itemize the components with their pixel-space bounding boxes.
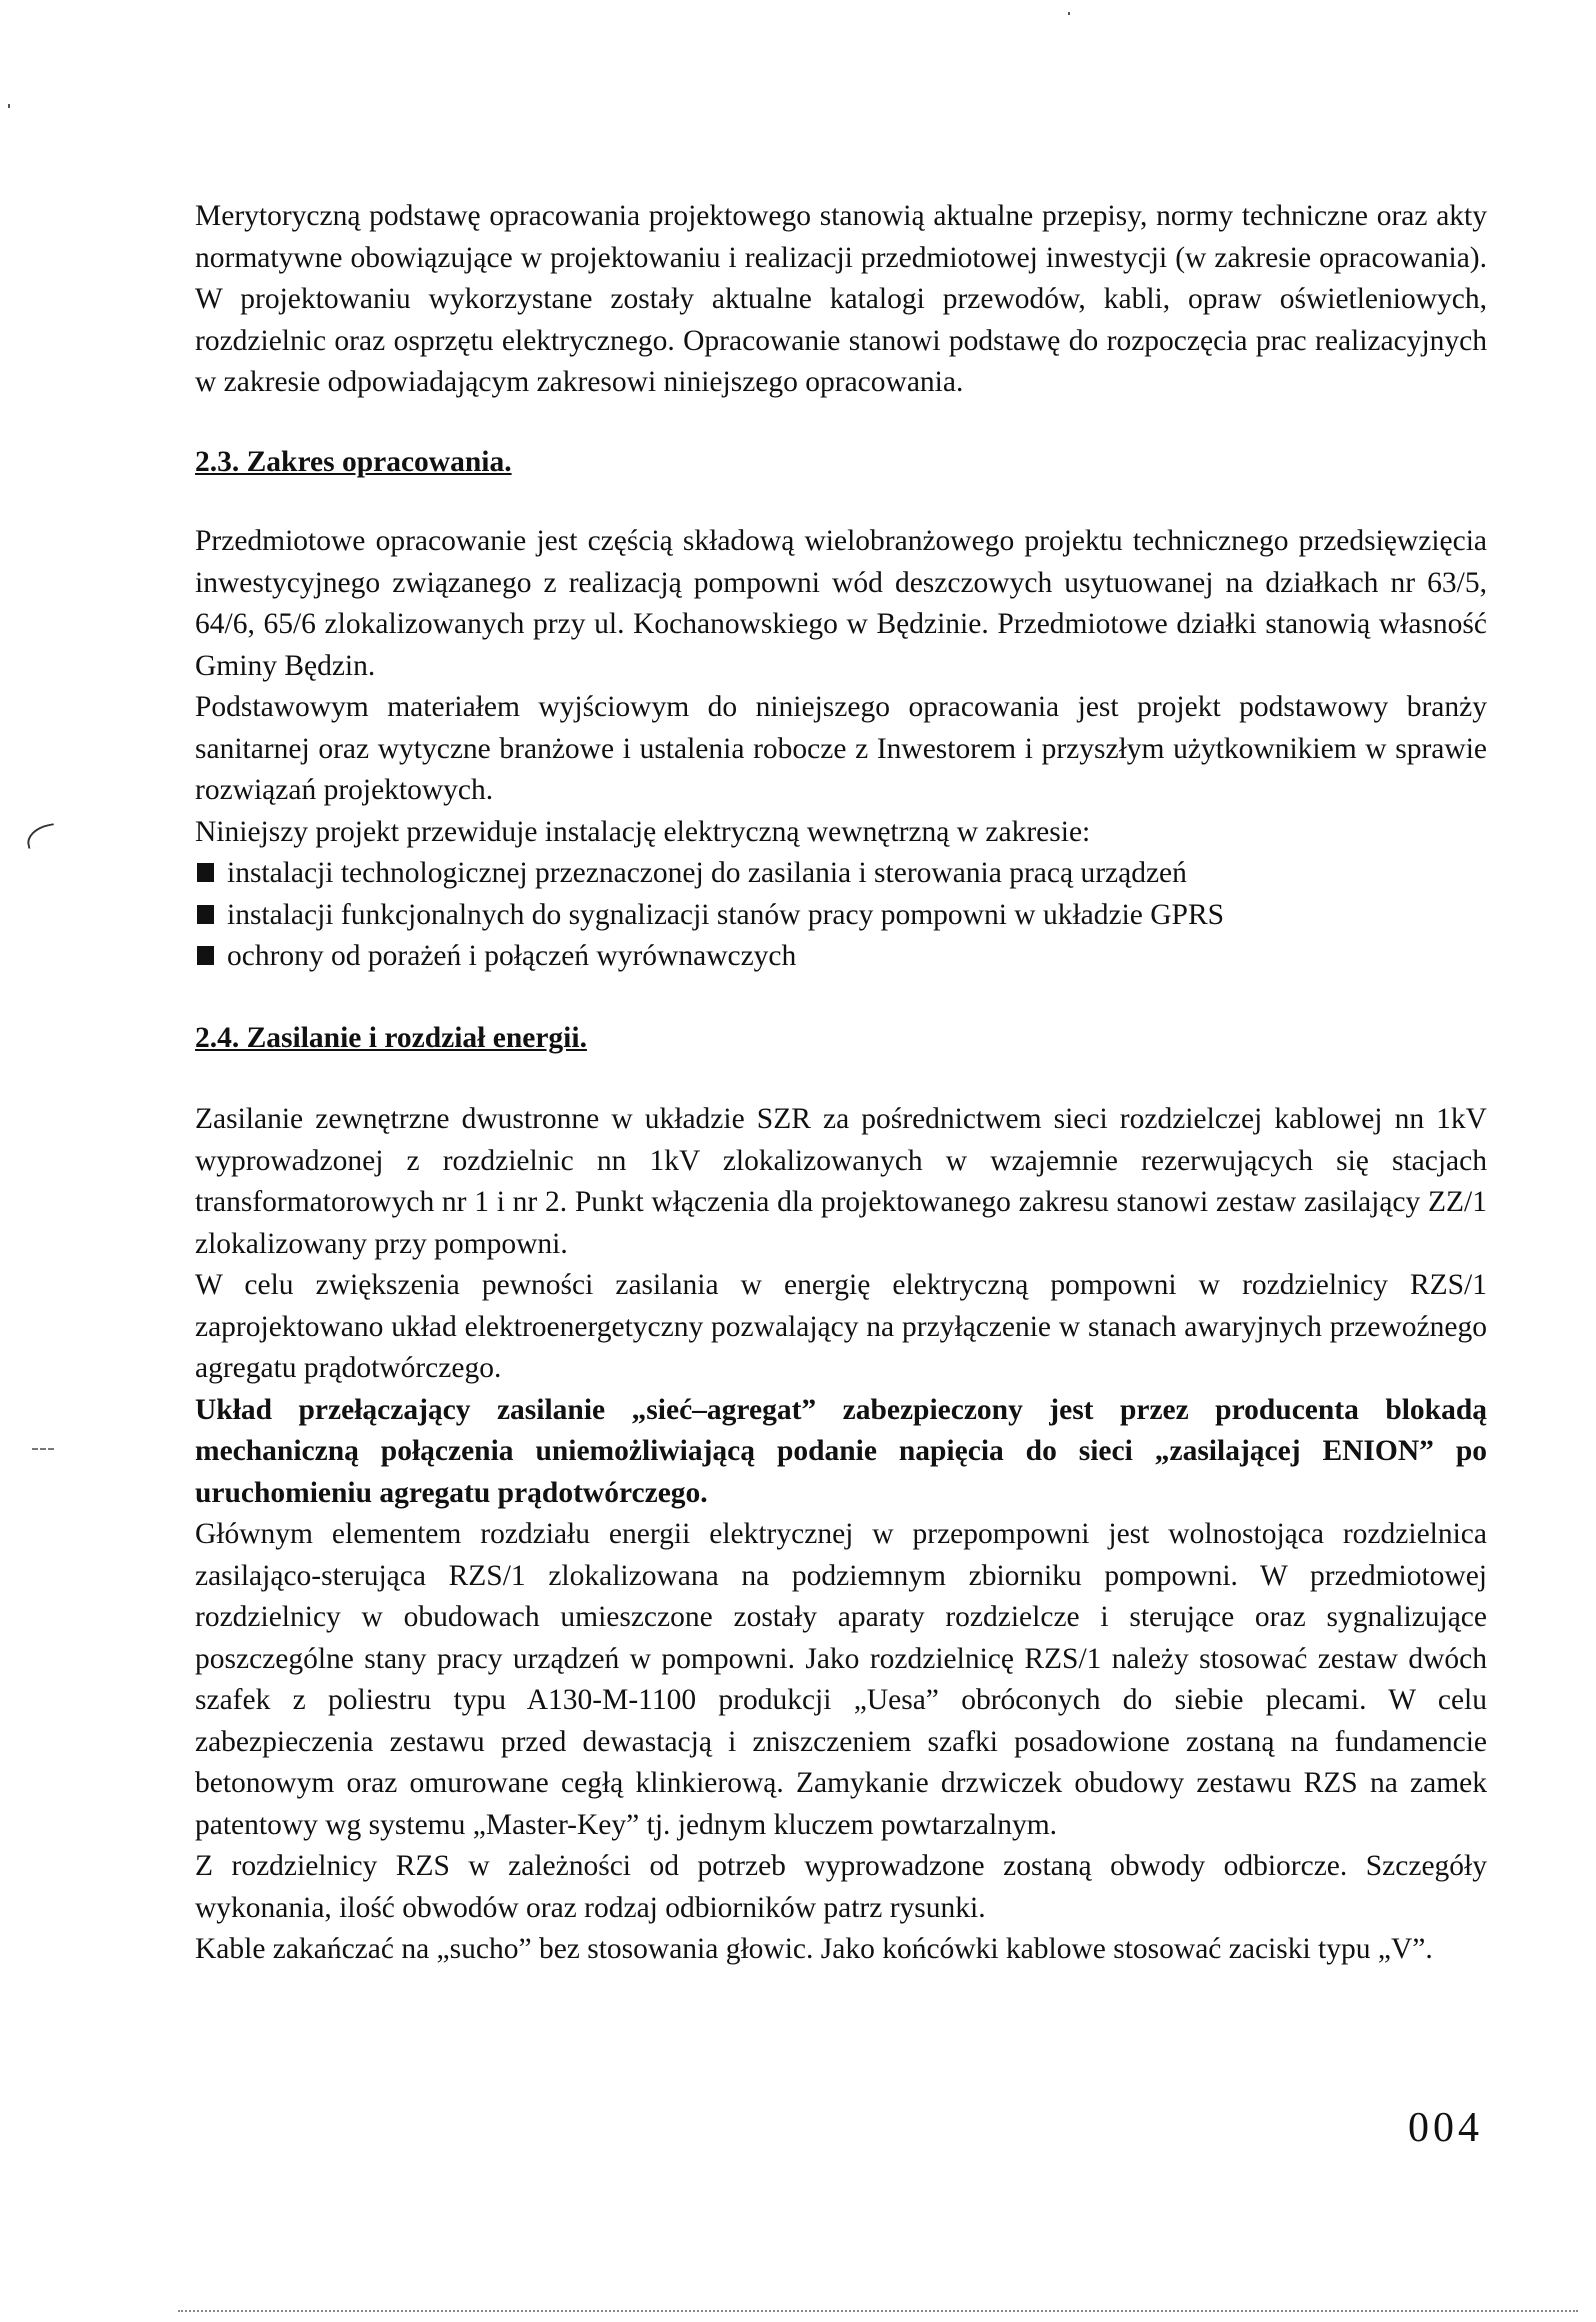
intro-paragraph: Merytoryczną podstawę opracowania projektowego stanowią aktualne przepisy, normy techniczne oraz akty normatywne obowiązujące w projektowaniu i realizacji przedmiotowej inwestycji (w zakresie opracowania). W projektowaniu wykorzystane zostały aktualne katalogi przewodów, kabli, opraw oświetleniowych, rozdzielnic oraz osprzętu elektrycznego. Opracowanie stanowi podstawę do rozpoczęcia prac realizacyjnych w zakresie odpowiadającym zakresowi niniejszego opracowania. bbox=[195, 200, 1487, 398]
paragraph: W celu zwiększenia pewności zasilania w energię elektryczną pompowni w rozdzielnicy RZS/1 zaprojektowano układ elektroenergetyczny pozwalający na przyłączenie w stanach awaryjnych przewoźnego agregatu prądotwórczego. bbox=[195, 1269, 1487, 1384]
scope-list bbox=[195, 853, 1487, 978]
list-item bbox=[195, 895, 1487, 937]
list-item-text: ochrony od porażeń i połączeń wyrównawczych bbox=[227, 940, 797, 972]
paragraph: Przedmiotowe opracowanie jest częścią składową wielobranżowego projektu technicznego przedsięwzięcia inwestycyjnego związanego z realizacją pompowni wód deszczowych usytuowanej na działkach nr 63/5, 64/6, 65/6 zlokalizowanych przy ul. Kochanowskiego w Będzinie. Przedmiotowe działki stanowią własność Gminy Będzin. bbox=[195, 525, 1487, 682]
list-item-text: instalacji funkcjonalnych do sygnalizacji stanów pracy pompowni w układzie GPRS bbox=[227, 898, 1225, 931]
section-heading-2-3: 2.3. Zakres opracowania. bbox=[195, 445, 512, 478]
paragraph: Zasilanie zewnętrzne dwustronne w układzie SZR za pośrednictwem sieci rozdzielczej kablowej nn 1kV wyprowadzonej z rozdzielnic nn 1kV zlokalizowanych w wzajemnie rezerwujących się stacjach transformatorowych nr 1 i nr 2. Punkt włączenia dla projektowanego zakresu stanowi zestaw zasilający ZZ/1 zlokalizowany przy pompowni. bbox=[195, 1103, 1487, 1260]
page-number: 004 bbox=[1408, 2105, 1483, 2151]
margin-dash-mark bbox=[32, 1448, 54, 1450]
paragraph: Niniejszy projekt przewiduje instalację elektryczną wewnętrzną w zakresie: bbox=[195, 815, 1091, 848]
square-bullet-icon bbox=[197, 946, 214, 965]
paragraph: Z rozdzielnicy RZS w zależności od potrzeb wyprowadzone zostaną obwody odbiorcze. Szczegóły wykonania, ilość obwodów oraz rodzaj odbiorników patrz rysunki. bbox=[195, 1850, 1487, 1924]
paragraph: Głównym elementem rozdziału energii elektrycznej w przepompowni jest wolnostojąca rozdzielnica zasilająco-sterująca RZS/1 zlokalizowana na podziemnym zbiorniku pompowni. W przedmiotowej rozdzielnicy w obudowach umieszczone zostały aparaty rozdzielcze i sterujące oraz sygnalizujące poszczególne stany pracy urządzeń w pompowni. Jako rozdzielnicę RZS/1 należy stosować zestaw dwóch szafek z poliestru typu A130-M-1100 produkcji „Uesa” obróconych do siebie plecami. W celu zabezpieczenia zestawu przed dewastacją i zniszczeniem szafki posadowione zostaną na fundamencie betonowym oraz omurowane cegłą klinkierową. Zamykanie drzwiczek obudowy zestawu RZS na zamek patentowy wg systemu „Master-Key” tj. jednym kluczem powtarzalnym. bbox=[195, 1518, 1487, 1841]
square-bullet-icon bbox=[197, 905, 214, 924]
list-item-text: instalacji technologicznej przeznaczonej do zasilania i sterowania pracą urządzeń bbox=[227, 857, 1187, 889]
scan-edge-line bbox=[178, 2310, 1578, 2312]
square-bullet-icon bbox=[197, 863, 214, 882]
section-heading-2-4: 2.4. Zasilanie i rozdział energii. bbox=[195, 1021, 587, 1054]
list-item bbox=[195, 936, 1487, 978]
paragraph: Kable zakańczać na „sucho” bez stosowania głowic. Jako końcówki kablowe stosować zaciski typu „V”. bbox=[195, 1933, 1433, 1965]
scan-speck bbox=[8, 104, 10, 108]
document-body bbox=[195, 196, 1487, 1971]
bold-paragraph: Układ przełączający zasilanie „sieć–agregat” zabezpieczony jest przez producenta blokadą mechaniczną połączenia uniemożliwiającą podanie napięcia do sieci „zasilającej ENION” po uruchomieniu agregatu prądotwórczego. bbox=[195, 1393, 1487, 1509]
margin-pen-mark bbox=[24, 823, 58, 849]
list-item bbox=[195, 853, 1487, 895]
paragraph: Podstawowym materiałem wyjściowym do niniejszego opracowania jest projekt podstawowy branży sanitarnej oraz wytyczne branżowe i ustalenia robocze z Inwestorem i przyszłym użytkownikiem w sprawie rozwiązań projektowych. bbox=[195, 691, 1487, 806]
scan-speck bbox=[1068, 12, 1070, 15]
